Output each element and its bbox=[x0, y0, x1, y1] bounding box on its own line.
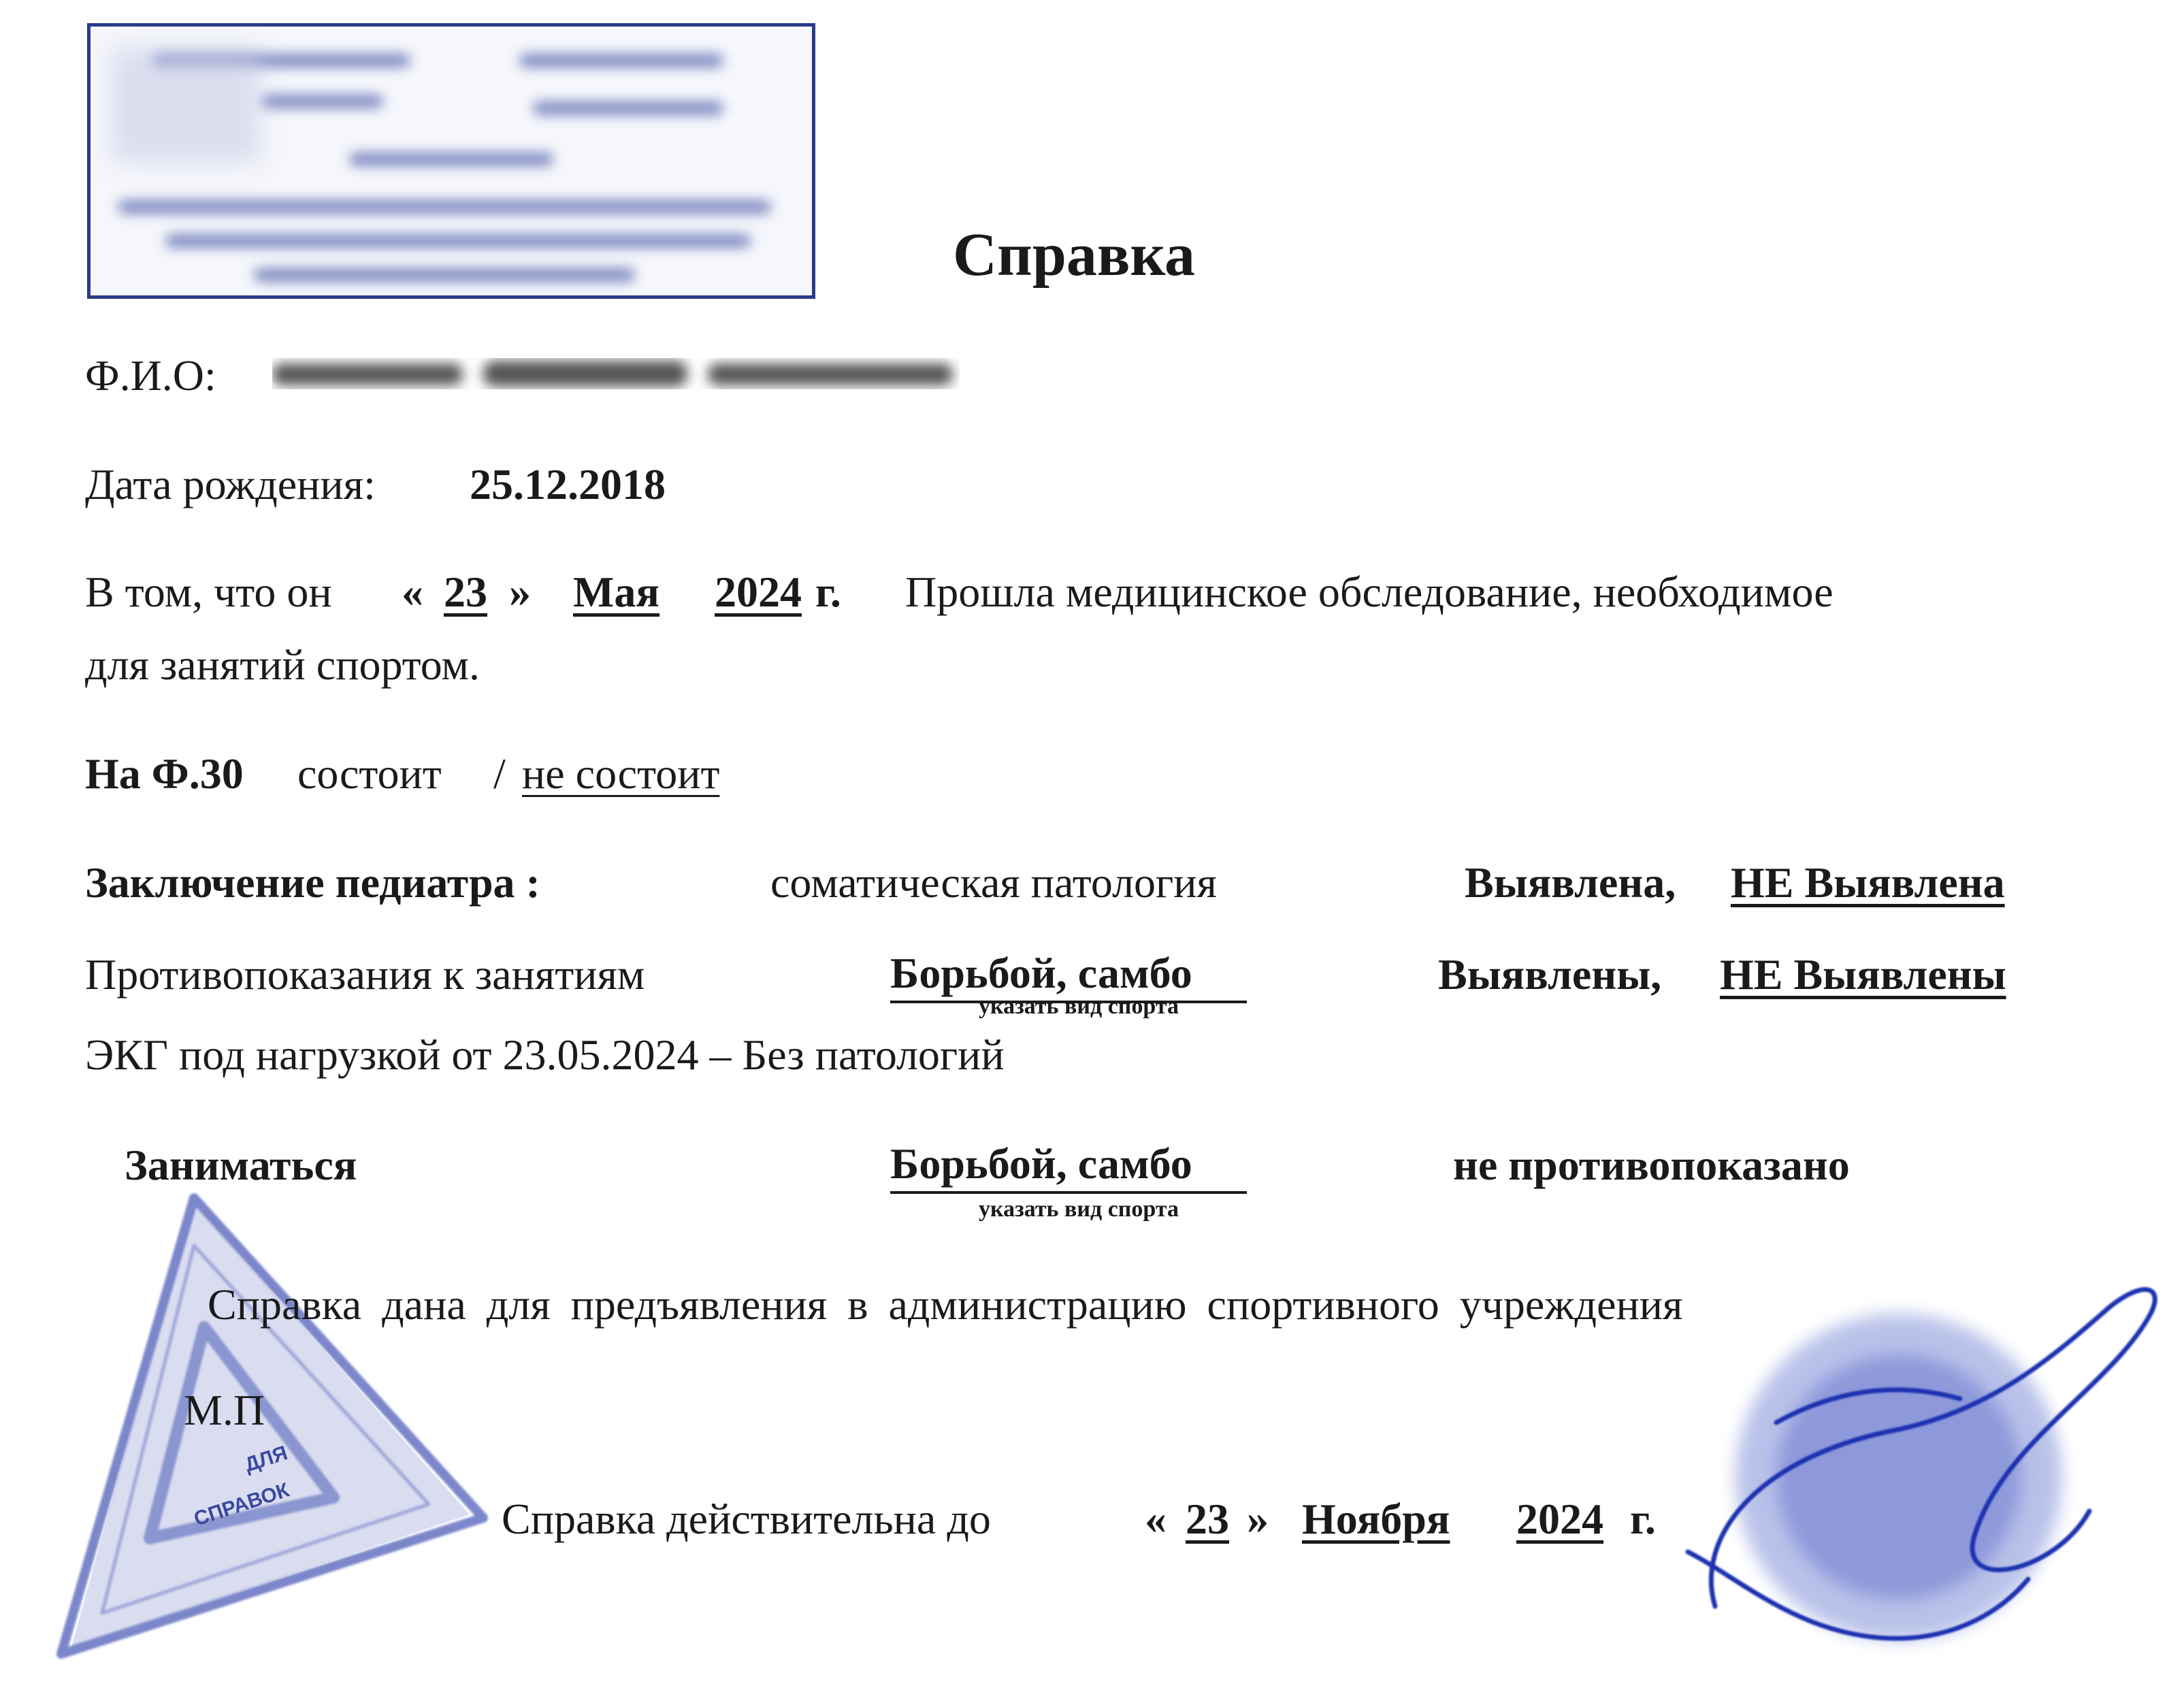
allow-verdict: не противопоказано bbox=[1453, 1141, 1850, 1189]
pediatr-subject: соматическая патология bbox=[770, 858, 1217, 907]
valid-day: 23 bbox=[1186, 1495, 1229, 1543]
valid-suffix: г. bbox=[1630, 1495, 1656, 1543]
round-seal-and-signature bbox=[1674, 1252, 2178, 1688]
fio-redacted bbox=[272, 351, 960, 399]
pediatr-label: Заключение педиатра : bbox=[85, 858, 540, 907]
stamp-word-1: ДЛЯ bbox=[242, 1442, 291, 1477]
exam-close-quote: » bbox=[509, 568, 531, 616]
allow-hint: указать вид спорта bbox=[979, 1197, 1179, 1222]
valid-open-quote: « bbox=[1145, 1495, 1167, 1543]
triangle-stamp bbox=[48, 1178, 490, 1668]
f30-option-2: не состоит bbox=[522, 749, 720, 798]
exam-month: Мая bbox=[573, 568, 660, 616]
valid-close-quote: » bbox=[1247, 1495, 1269, 1543]
exam-text: Прошла медицинское обследование, необходимое bbox=[905, 568, 1833, 616]
dob-label: Дата рождения: bbox=[85, 460, 376, 508]
purpose-line: Справка дана для предъявления в администрацию спортивного учреждения bbox=[208, 1280, 1683, 1329]
valid-label: Справка действительна до bbox=[502, 1495, 991, 1543]
allow-sport-underline bbox=[890, 1191, 1247, 1194]
exam-year: 2024 bbox=[715, 568, 802, 616]
ecg-line: ЭКГ под нагрузкой от 23.05.2024 – Без патологий bbox=[85, 1030, 1005, 1079]
contra-option-1: Выявлены, bbox=[1438, 950, 1662, 999]
pediatr-option-1: Выявлена, bbox=[1465, 858, 1676, 907]
exam-prefix: В том, что он bbox=[85, 568, 332, 616]
valid-month: Ноября bbox=[1302, 1495, 1450, 1543]
contra-label: Противопоказания к занятиям bbox=[85, 950, 645, 999]
allow-label: Заниматься bbox=[125, 1141, 357, 1189]
exam-day: 23 bbox=[444, 568, 487, 616]
exam-year-suffix: г. bbox=[815, 568, 841, 616]
contra-hint: указать вид спорта bbox=[979, 994, 1179, 1019]
dob-value: 25.12.2018 bbox=[470, 460, 666, 508]
pediatr-option-2: НЕ Выявлена bbox=[1731, 858, 2005, 907]
allow-sport: Борьбой, самбо bbox=[890, 1139, 1192, 1188]
mp-label: М.П bbox=[184, 1386, 265, 1434]
institution-stamp-blurred bbox=[87, 23, 815, 299]
f30-label: На Ф.30 bbox=[85, 749, 244, 798]
f30-separator: / bbox=[493, 749, 506, 798]
contra-sport: Борьбой, самбо bbox=[890, 949, 1192, 997]
contra-option-2: НЕ Выявлены bbox=[1720, 950, 2006, 999]
stamp-word-2: СПРАВОК bbox=[191, 1478, 292, 1531]
exam-open-quote: « bbox=[402, 568, 423, 616]
valid-year: 2024 bbox=[1516, 1495, 1603, 1543]
f30-option-1: состоит bbox=[297, 749, 442, 798]
fio-label: Ф.И.О: bbox=[85, 351, 216, 400]
document-title: Справка bbox=[953, 221, 1196, 289]
exam-text-2: для занятий спортом. bbox=[85, 640, 480, 689]
